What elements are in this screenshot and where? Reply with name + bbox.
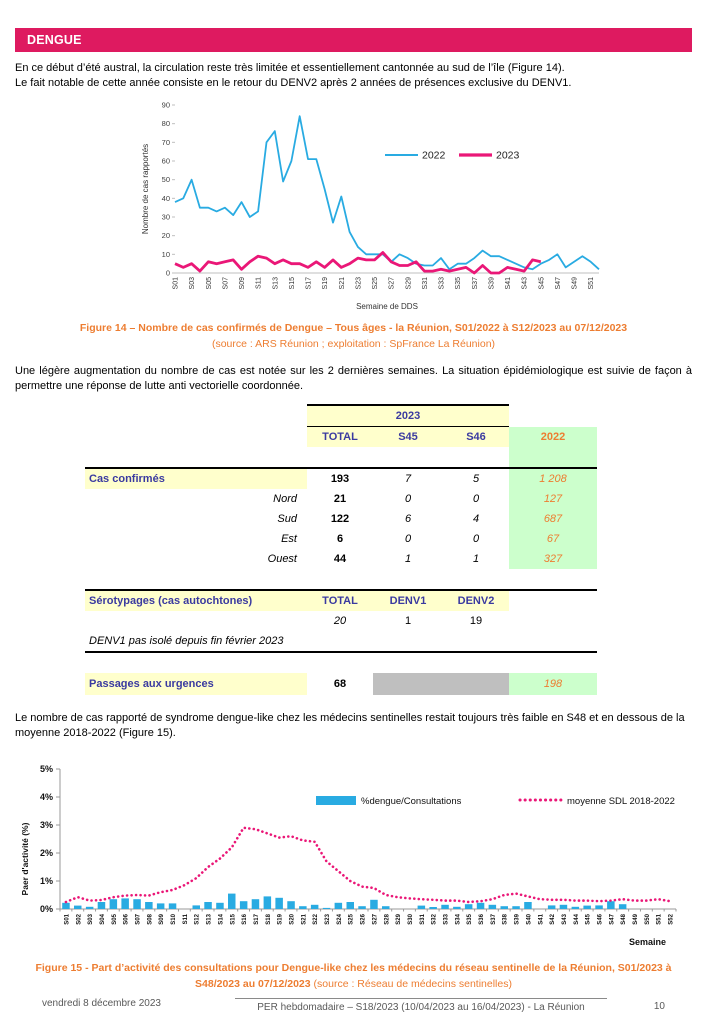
svg-text:S07: S07 [221, 277, 229, 290]
svg-text:S51: S51 [587, 277, 595, 290]
urgences-masked-cell [373, 673, 509, 695]
cell-total: 44 [333, 553, 347, 565]
svg-text:S50: S50 [644, 914, 651, 925]
svg-text:S21: S21 [300, 914, 307, 925]
intro-line-1: En ce début d’été austral, la circulation reste très limitée et essentiellement cantonnée au sud de l’île (Figure 14). [15, 62, 565, 74]
svg-text:5%: 5% [39, 764, 53, 774]
svg-text:S03: S03 [188, 277, 196, 290]
svg-text:S31: S31 [421, 277, 429, 290]
svg-text:S10: S10 [170, 914, 177, 925]
figure14-line-chart [139, 93, 609, 315]
intro-paragraph [15, 61, 692, 91]
svg-text:S13: S13 [206, 914, 213, 925]
svg-text:S30: S30 [407, 914, 414, 925]
svg-text:S37: S37 [471, 277, 479, 290]
svg-text:S25: S25 [371, 277, 379, 290]
svg-text:S28: S28 [383, 914, 390, 925]
svg-text:S44: S44 [573, 914, 580, 925]
table-row [85, 468, 597, 489]
serotype-note-row [85, 631, 597, 652]
svg-text:S22: S22 [312, 914, 319, 925]
svg-text:S41: S41 [504, 277, 512, 290]
svg-text:S19: S19 [277, 914, 284, 925]
svg-text:S34: S34 [454, 914, 461, 925]
svg-text:S02: S02 [75, 914, 82, 925]
figure14-caption-source: (source : ARS Réunion ; exploitation : SpFrance La Réunion) [211, 338, 496, 350]
svg-text:S17: S17 [253, 914, 260, 925]
svg-text:S12: S12 [194, 914, 201, 925]
cell-2022: 127 [509, 489, 597, 509]
svg-text:S23: S23 [324, 914, 331, 925]
col-header-s45: S45 [373, 427, 443, 448]
figure15-container [0, 761, 707, 956]
svg-text:S20: S20 [289, 914, 295, 925]
table-spacer [85, 569, 597, 590]
figure14-caption [25, 320, 682, 352]
serotype-col-denv1: DENV1 [373, 590, 443, 611]
confirmed-cases-rows [85, 468, 597, 569]
serotype-values-row [85, 611, 597, 631]
cell-s45: 1 [404, 553, 412, 565]
cell-2022: 67 [509, 529, 597, 549]
row-label: Sud [277, 513, 297, 525]
svg-text:S36: S36 [478, 914, 485, 925]
svg-text:S15: S15 [288, 277, 296, 290]
svg-text:S43: S43 [561, 914, 568, 925]
section-banner-dengue: DENGUE [15, 28, 692, 52]
svg-text:3%: 3% [39, 820, 53, 830]
svg-text:S05: S05 [205, 277, 213, 290]
svg-text:40: 40 [161, 193, 170, 203]
svg-text:S18: S18 [265, 914, 272, 925]
svg-text:20: 20 [161, 231, 170, 241]
svg-text:S27: S27 [371, 914, 378, 925]
cell-2022: 327 [509, 549, 597, 569]
svg-text:S08: S08 [146, 914, 153, 925]
cell-s46: 0 [472, 533, 480, 545]
table-year-row [85, 405, 597, 427]
svg-text:S45: S45 [537, 277, 545, 290]
cell-2022: 1 208 [509, 468, 597, 489]
svg-text:%dengue/Consultations: %dengue/Consultations [360, 796, 461, 807]
row-label: Est [281, 533, 297, 545]
sentinel-paragraph: Le nombre de cas rapporté de syndrome dengue-like chez les médecins sentinelles restait toujours très faible en S48 et en dessous de la moyenne 2018-2022 (Figure 15). [15, 712, 685, 739]
year-2023-header: 2023 [307, 405, 509, 427]
svg-text:S25: S25 [348, 914, 355, 925]
serotype-col-denv2: DENV2 [443, 590, 509, 611]
svg-text:S24: S24 [336, 914, 343, 925]
svg-text:moyenne SDL 2018-2022: moyenne SDL 2018-2022 [566, 796, 675, 807]
svg-text:S49: S49 [632, 914, 639, 925]
svg-text:S01: S01 [63, 914, 70, 925]
svg-text:S13: S13 [271, 277, 279, 290]
svg-text:S33: S33 [438, 277, 446, 290]
urgences-row [85, 673, 597, 695]
svg-text:S47: S47 [608, 914, 615, 925]
table-column-header-row [85, 427, 597, 448]
cell-total: 21 [333, 493, 347, 505]
svg-text:S07: S07 [135, 914, 141, 925]
svg-text:0: 0 [165, 268, 170, 278]
figure15-caption-title: Figure 15 - Part d’activité des consultations pour Dengue-like chez les médecins du réseau sentinelle de la Réunion, S01/2023 à S48/2023 au 07/12/2023 [35, 962, 672, 990]
page-footer [42, 998, 665, 1013]
svg-text:1%: 1% [39, 876, 53, 886]
urgences-label: Passages aux urgences [85, 673, 307, 695]
footer-date: vendredi 8 décembre 2023 [42, 998, 161, 1009]
cell-total: 122 [330, 513, 350, 525]
cell-s45: 6 [404, 513, 412, 525]
svg-text:S15: S15 [229, 914, 236, 925]
svg-text:70: 70 [161, 137, 170, 147]
svg-text:S09: S09 [158, 914, 165, 925]
serotype-total-value: 20 [333, 615, 347, 627]
urgences-2022-value: 198 [509, 673, 597, 695]
svg-text:S39: S39 [487, 277, 495, 290]
svg-text:30: 30 [161, 212, 170, 222]
svg-text:2%: 2% [39, 848, 53, 858]
svg-text:S45: S45 [585, 914, 592, 925]
svg-text:S26: S26 [360, 914, 367, 925]
svg-text:S17: S17 [305, 277, 313, 290]
cell-s46: 4 [472, 513, 480, 525]
cell-s45: 0 [404, 533, 412, 545]
svg-text:50: 50 [161, 175, 170, 185]
figure14-caption-title: Figure 14 – Nombre de cas confirmés de Dengue – Tous âges - la Réunion, S01/2022 à S12/2023 au 07/12/2023 [79, 322, 628, 334]
table-row [85, 549, 597, 569]
serotype-header-row [85, 590, 597, 611]
svg-text:S35: S35 [466, 914, 473, 925]
col-header-total: TOTAL [307, 427, 373, 448]
svg-text:10: 10 [161, 249, 170, 259]
svg-text:S47: S47 [554, 277, 562, 290]
svg-text:S11: S11 [255, 277, 263, 289]
cell-s45: 0 [404, 493, 412, 505]
svg-text:S01: S01 [172, 277, 179, 290]
row-label: Cas confirmés [85, 468, 307, 489]
dengue-summary-table [85, 404, 597, 695]
cell-s46: 0 [472, 493, 480, 505]
serotype-col-total: TOTAL [307, 590, 373, 611]
svg-text:S48: S48 [620, 914, 627, 925]
footer-title: PER hebdomadaire – S18/2023 (10/04/2023 au 16/04/2023) - La Réunion [235, 998, 607, 1013]
svg-text:S32: S32 [431, 914, 438, 925]
svg-text:0%: 0% [39, 904, 53, 914]
svg-text:S09: S09 [238, 277, 246, 290]
footer-page-number: 10 [653, 1001, 665, 1012]
col-header-2022: 2022 [509, 427, 597, 448]
row-label: Ouest [267, 553, 297, 565]
svg-text:80: 80 [161, 119, 170, 129]
svg-text:S40: S40 [525, 914, 532, 925]
cell-2022: 687 [509, 509, 597, 529]
svg-text:S06: S06 [123, 914, 130, 925]
svg-text:S51: S51 [656, 914, 663, 925]
analysis-paragraph: Une légère augmentation du nombre de cas est notée sur les 2 dernières semaines. La situation épidémiologique est suivie de façon à permettre une réponse de lutte anti vectorielle coordonnée. [15, 365, 692, 392]
svg-text:S03: S03 [87, 914, 94, 925]
svg-text:4%: 4% [39, 792, 53, 802]
svg-text:S42: S42 [549, 914, 556, 925]
svg-text:Semaine: Semaine [628, 937, 666, 947]
col-header-s46: S46 [443, 427, 509, 448]
svg-text:2022: 2022 [421, 149, 445, 162]
figure15-caption [25, 960, 682, 992]
svg-text:S37: S37 [490, 914, 497, 925]
svg-text:S43: S43 [521, 277, 529, 290]
svg-text:S35: S35 [454, 277, 462, 290]
svg-text:S23: S23 [354, 277, 362, 290]
svg-text:S38: S38 [502, 914, 509, 925]
svg-text:S39: S39 [514, 914, 521, 925]
table-row [85, 489, 597, 509]
svg-text:S52: S52 [668, 914, 675, 925]
svg-text:S41: S41 [537, 914, 544, 925]
svg-text:90: 90 [161, 100, 170, 110]
svg-text:S49: S49 [571, 277, 579, 290]
svg-text:S27: S27 [388, 277, 396, 290]
table-spacer [85, 652, 597, 673]
svg-text:60: 60 [161, 156, 170, 166]
svg-text:S31: S31 [419, 914, 426, 925]
svg-text:2023: 2023 [495, 149, 519, 162]
svg-text:S46: S46 [597, 914, 603, 925]
svg-text:S11: S11 [182, 914, 189, 925]
intro-line-2: Le fait notable de cette année consiste en le retour du DENV2 après 2 années de présences exclusive du DENV1. [15, 77, 572, 89]
svg-text:S33: S33 [443, 914, 449, 925]
svg-text:S05: S05 [111, 914, 118, 925]
svg-text:S29: S29 [404, 277, 412, 290]
svg-text:S16: S16 [241, 914, 248, 925]
figure14-container [0, 93, 707, 320]
svg-text:Nombre de cas rapportés: Nombre de cas rapportés [140, 143, 150, 235]
cell-s46: 5 [443, 468, 509, 489]
svg-text:S14: S14 [217, 914, 224, 925]
serotype-note: DENV1 pas isolé depuis fin février 2023 [85, 631, 597, 652]
svg-text:S29: S29 [395, 914, 402, 925]
serotype-denv1-value: 1 [404, 615, 412, 627]
svg-text:Semaine de DDS: Semaine de DDS [355, 302, 418, 311]
serotype-denv2-value: 19 [469, 615, 483, 627]
row-label: Nord [273, 493, 297, 505]
table-row [85, 509, 597, 529]
table-row [85, 529, 597, 549]
cell-s45: 7 [373, 468, 443, 489]
urgences-total-value: 68 [333, 678, 347, 690]
svg-text:Paer d'activité (%): Paer d'activité (%) [19, 822, 30, 896]
cell-s46: 1 [472, 553, 480, 565]
svg-text:S21: S21 [338, 277, 346, 290]
serotype-label: Sérotypages (cas autochtones) [85, 590, 307, 611]
svg-text:S19: S19 [321, 277, 329, 290]
figure15-bar-chart [18, 761, 690, 951]
cell-total: 193 [307, 468, 373, 489]
table-spacer [85, 447, 597, 468]
svg-text:S04: S04 [99, 914, 106, 925]
figure15-caption-source: (source : Réseau de médecins sentinelles) [313, 978, 512, 990]
cell-total: 6 [336, 533, 344, 545]
